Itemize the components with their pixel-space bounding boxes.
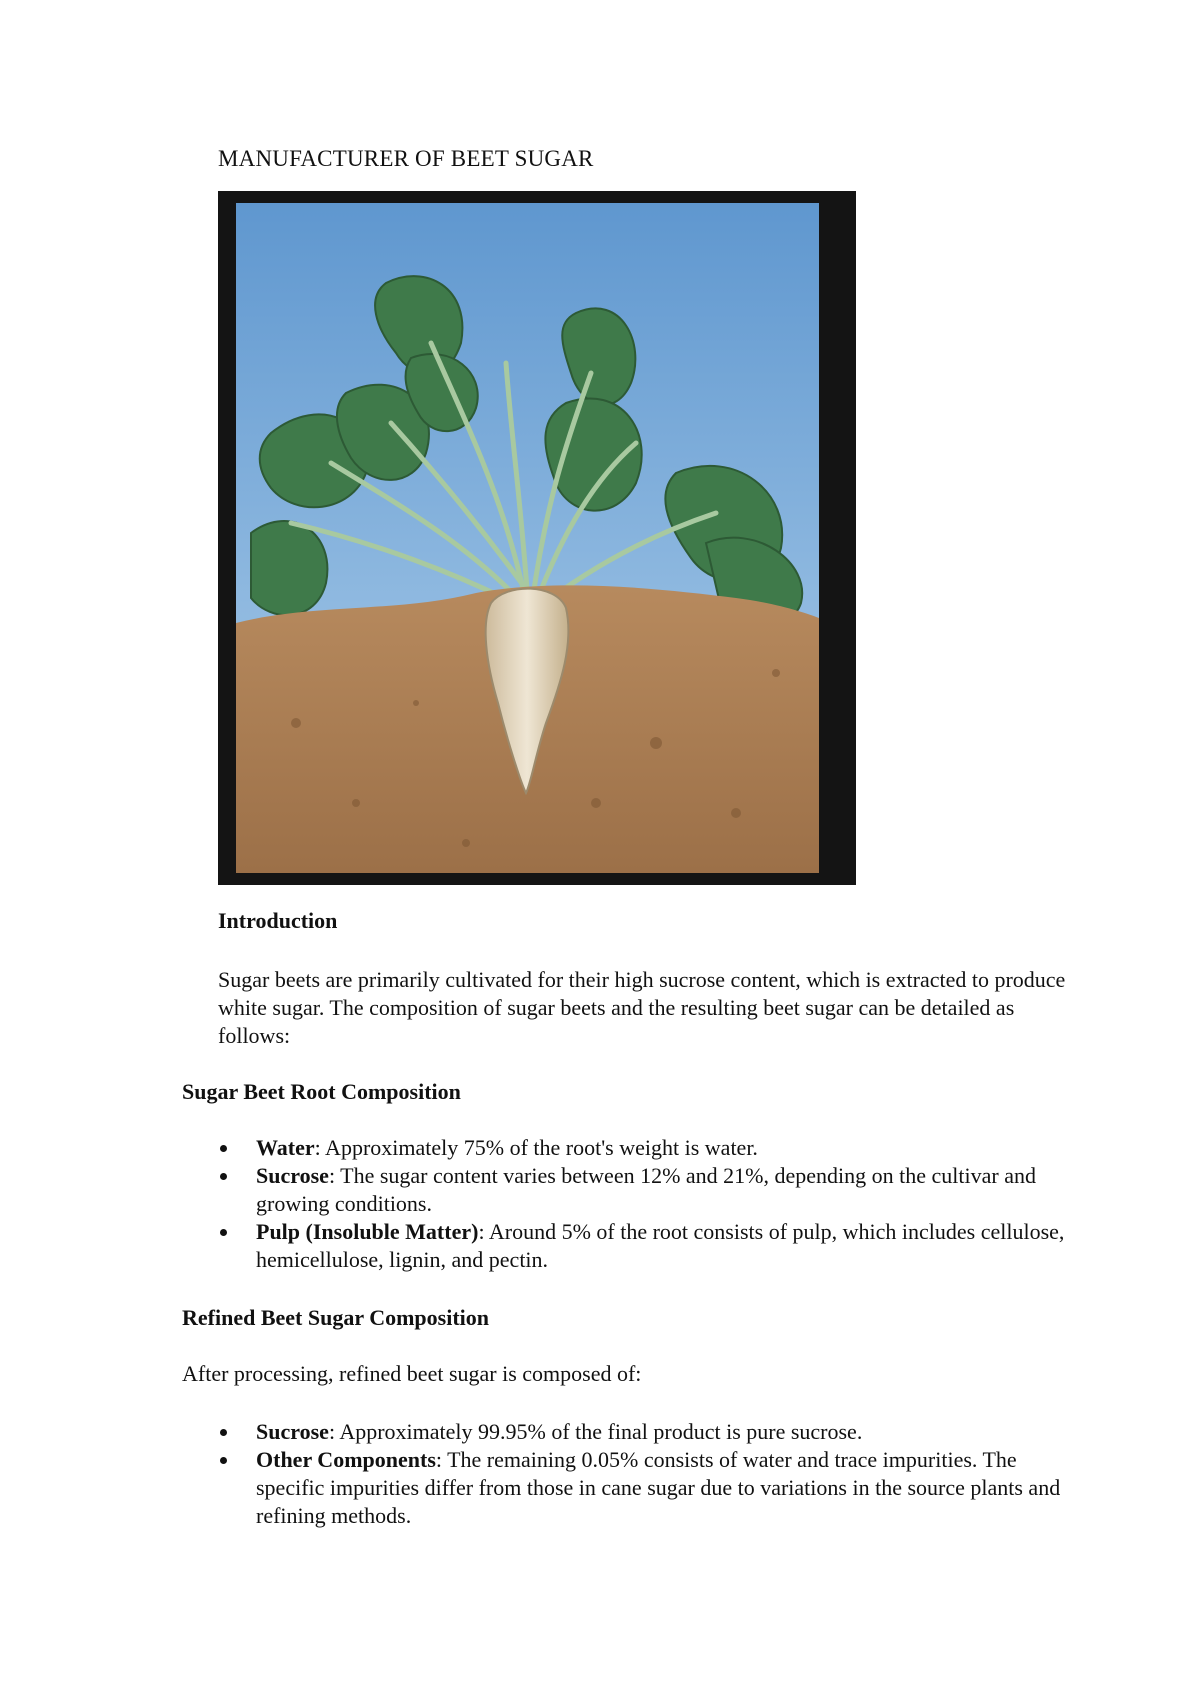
document-title: MANUFACTURER OF BEET SUGAR — [218, 146, 594, 171]
refined-composition-list — [218, 1418, 1078, 1530]
list-item-term: Sucrose — [256, 1163, 329, 1188]
introduction-paragraph: Sugar beets are primarily cultivated for their high sucrose content, which is extracted to produce white sugar. The composition of sugar beets and the resulting beet sugar can be detailed as follows: — [218, 967, 1066, 1048]
list-item-text: : Around 5% of the root consists of pulp, which includes cellulose, hemicellulose, lignin, and pectin. — [256, 1219, 1065, 1272]
list-item-term: Water — [256, 1135, 315, 1160]
list-item-text: : The sugar content varies between 12% and 21%, depending on the cultivar and growing conditions. — [256, 1163, 1036, 1216]
list-item-term: Other Components — [256, 1447, 436, 1472]
list-item — [218, 1162, 1078, 1218]
list-item — [218, 1446, 1078, 1530]
refined-composition-intro: After processing, refined beet sugar is composed of: — [182, 1361, 642, 1386]
refined-composition-heading: Refined Beet Sugar Composition — [182, 1305, 489, 1330]
root-composition-heading: Sugar Beet Root Composition — [182, 1079, 461, 1104]
list-item-text: : Approximately 99.95% of the final product is pure sucrose. — [328, 1419, 863, 1444]
introduction-heading: Introduction — [218, 908, 338, 933]
sugar-beet-illustration — [236, 203, 819, 873]
sugar-beet-photo — [218, 191, 856, 885]
list-item — [218, 1218, 1078, 1274]
list-item-term: Pulp (Insoluble Matter) — [256, 1219, 479, 1244]
list-item — [218, 1418, 1078, 1446]
list-item-text: : Approximately 75% of the root's weight is water. — [314, 1135, 758, 1160]
list-item-term: Sucrose — [256, 1419, 329, 1444]
list-item — [218, 1134, 1078, 1162]
list-item-text: : The remaining 0.05% consists of water and trace impurities. The specific impurities differ from those in cane sugar due to variations in the source plants and refining methods. — [256, 1447, 1061, 1528]
root-composition-list — [218, 1134, 1078, 1274]
